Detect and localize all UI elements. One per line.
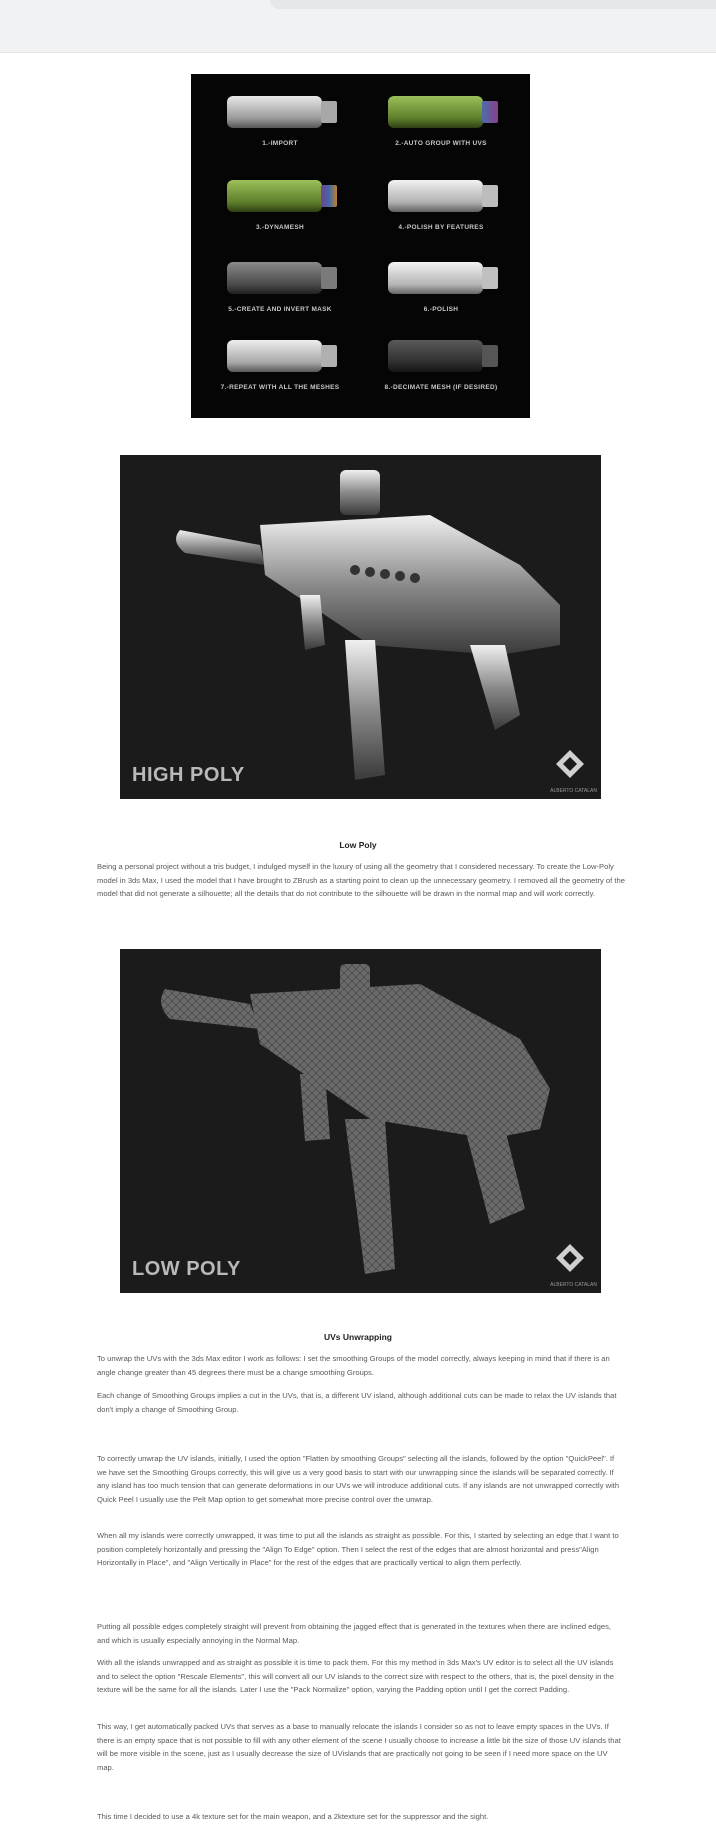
artist-logo-icon [555, 1243, 585, 1273]
high-poly-render [120, 455, 601, 799]
uvs-paragraph-6: With all the islands unwrapped and as straight as possible it is time to pack them. For this my method in 3ds Max's UV editor is to select all the UV islands and to select the option "Rescale Elements", this will convert all our UV islands to the correct size with respect to the others, that is, the pixel density in the texture will be the same for all the islands. Later I use the "Pack Normalize" option, varying the Padding option until I get the correct Padding. [97, 1658, 614, 1695]
step-label: 2.-AUTO GROUP WITH UVS [395, 140, 487, 147]
uvs-paragraph-4: When all my islands were correctly unwrapped, it was time to put all the islands as straight as possible. For this, I started by selecting an edge that I want to position completely horizontally and pressing the "Align To Edge" option. Then I select the rest of the edges that are almost horizontal and press"Align Horizontally in Place", and "Align Vertically in Place" for the rest of the edges that are practically vertical to align them perfectly. [97, 1531, 619, 1568]
browser-toolbar [0, 0, 716, 53]
step-label: 1.-IMPORT [262, 140, 298, 147]
step-8 [366, 328, 516, 391]
step-6 [366, 250, 516, 313]
uvs-paragraph-3: To correctly unwrap the UV islands, initially, I used the option "Flatten by smoothing Groups" selecting all the islands, followed by the option "QuickPeel". If we have set the Smoothing Groups correctly, this will give us a very good basis to start with our unwrapping since the islands will be separated correctly. If any island has too much tension that can generate deformations in our UVs we will introduce additional cuts. If any islands are not unwrapped correctly with Quick Peel I usually use the Pelt Map option to get somewhat more precise control over the unwrap. [97, 1454, 620, 1504]
step-label: 6.-POLISH [423, 306, 459, 313]
step-2 [366, 84, 516, 147]
step-1 [205, 84, 355, 147]
uvs-paragraph-7: This way, I get automatically packed UVs that serves as a base to manually relocate the islands I consider so as not to leave empty spaces in the UVs. If there is an empty space that is not possible to fill with any other element of the scene I usually choose to increase a little bit the size of those UV islands that will be more visible in the scene, just as I usually decrease the size of UVislands that are practically not going to be seen if I need more space on the UV map. [97, 1722, 621, 1772]
step-label: 5.-CREATE AND INVERT MASK [228, 306, 332, 313]
artist-logo-text: ALBERTO CATALAN [550, 788, 597, 794]
step-7 [205, 328, 355, 391]
low-poly-gun-illustration [120, 949, 601, 1293]
low-poly-render [120, 949, 601, 1293]
address-bar-strip[interactable] [270, 0, 716, 9]
artist-logo-text: ALBERTO CATALAN [550, 1282, 597, 1288]
uvs-unwrapping-heading: UVs Unwrapping [323, 1332, 392, 1342]
uvs-paragraph-2: Each change of Smoothing Groups implies a cut in the UVs, that is, a different UV island, although additional cuts can be made to relax the UV islands that don't imply a change of Smoothing Group. [97, 1391, 617, 1414]
uvs-paragraph-8: This time I decided to use a 4k texture set for the main weapon, and a 2ktexture set for the suppressor and the sight. [97, 1812, 489, 1821]
step-label: 3.-DYNAMESH [255, 224, 305, 231]
uvs-paragraph-1: To unwrap the UVs with the 3ds Max editor I work as follows: I set the smoothing Groups of the model correctly, always keeping in mind that if there is an angle change greater than 45 degrees there must be a change smoothing Groups. [97, 1354, 610, 1377]
step-label: 4.-POLISH BY FEATURES [398, 224, 484, 231]
step-label: 7.-REPEAT WITH ALL THE MESHES [220, 384, 340, 391]
artist-logo-icon [555, 749, 585, 779]
high-poly-gun-illustration [120, 455, 601, 799]
zbrush-steps-image [191, 74, 530, 418]
low-poly-paragraph: Being a personal project without a tris budget, I indulged myself in the luxury of using all the geometry that I considered necessary. To create the Low-Poly model in 3ds Max, I used the model that I have brought to ZBrush as a starting point to clean up the unnecessary geometry. I removed all the geometry of the model that did not generate a silhouette; all the details that do not contribute to the silhouette will be drawn in the normal map and will work correctly. [97, 862, 625, 899]
step-3 [205, 168, 355, 231]
uvs-paragraph-5: Putting all possible edges completely straight will prevent from obtaining the jagged effect that is generated in the textures when there are inclined edges, and which is usually especially annoying in the Normal Map. [97, 1622, 612, 1645]
step-label: 8.-DECIMATE MESH (IF DESIRED) [384, 384, 498, 391]
step-5 [205, 250, 355, 313]
low-poly-heading: Low Poly [339, 840, 377, 850]
low-poly-watermark: LOW POLY [132, 1258, 241, 1280]
high-poly-watermark: HIGH POLY [132, 764, 245, 786]
step-4 [366, 168, 516, 231]
